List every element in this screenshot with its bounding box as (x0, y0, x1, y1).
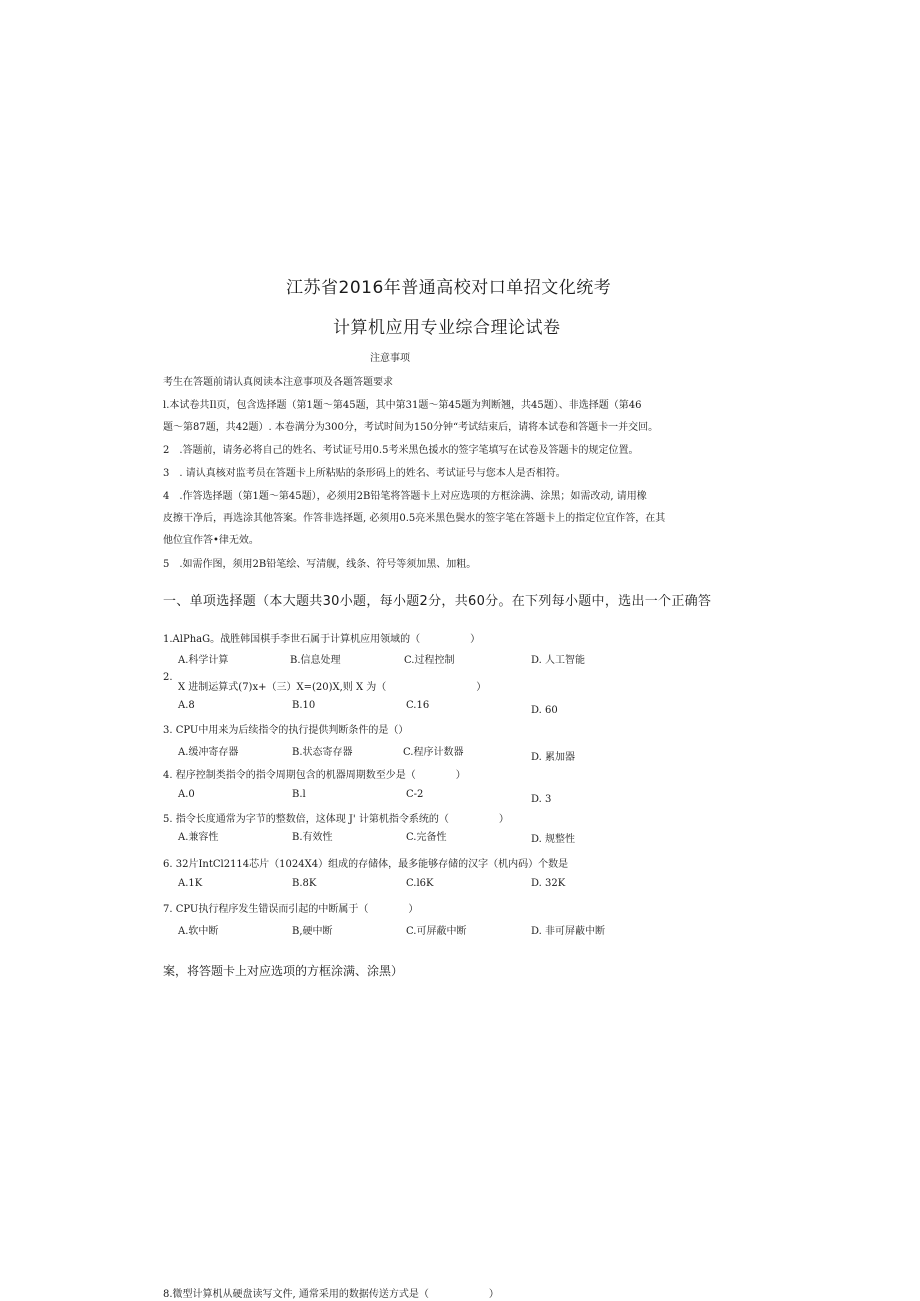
option-a: A.兼容性 (178, 832, 219, 843)
notice-line: 3 . 请认真核对监考员在答题卡上所粘贴的条形码上的姓名、考试证号与您本人是否相符。 (163, 468, 566, 479)
question-stem: X 进制运算式(7)x+（三）X=(20)X,则 X 为（ ） (178, 682, 487, 693)
notice-line: 4 .作答选择题（第1题～第45题），必须用2B铅笔将答题卡上对应选项的方框涂满、涂黑；如需改动, 请用橡 (163, 491, 647, 502)
option-b: B.l (292, 789, 306, 800)
option-b: B.8K (292, 878, 317, 889)
notice-line: 题～第87题，共42题）. 本卷满分为300分，考试时间为150分钟“考试结束后，请将本试卷和答题卡一并交回。 (163, 422, 659, 433)
option-d: D. 32K (531, 878, 566, 889)
notice-heading: 注意事项 (370, 353, 410, 364)
notice-line: 他位宜作答•律无效。 (163, 535, 259, 546)
option-d: D. 累加器 (531, 752, 576, 763)
question-stem: 3. CPU中用来为后续指令的执行提供判断条件的是（） (163, 725, 409, 736)
question-stem: 7. CPU执行程序发生错误而引起的中断属于（ ） (163, 904, 419, 915)
option-c: C.过程控制 (404, 655, 455, 666)
option-b: B,硬中断 (292, 926, 333, 937)
notice-line: 2 .答题前，请务必将自己的姓名、考试证号用0.5考米黑色援水的签字笔填写在试卷及答题卡的规定位置。 (163, 445, 639, 456)
section-heading-continued: 案，将答题卡上对应选项的方框涂满、涂黑） (163, 964, 404, 978)
option-c: C.16 (406, 700, 430, 711)
option-b: B.有效性 (292, 832, 333, 843)
option-d: D. 人工智能 (531, 655, 586, 666)
question-stem: 5. 指令长度通常为字节的整数倍，这体现 J' 计第机指令系统的（ ） (163, 814, 509, 825)
option-c: C.l6K (406, 878, 434, 889)
option-c: C.可屏蔽中断 (406, 926, 467, 937)
option-a: A.8 (178, 700, 195, 711)
option-a: A.0 (178, 789, 195, 800)
option-b: B.信息处理 (290, 655, 341, 666)
question-stem: 4. 程序控制类指令的指令周期包含的机器周期数至少是（ ） (163, 770, 466, 781)
notice-line: 5 .如需作图，须用2B铅笔绘、写清舰，线条、符号等须加黑、加粗。 (163, 559, 477, 570)
option-a: A.科学计算 (178, 655, 229, 666)
option-a: A.软中断 (178, 926, 219, 937)
option-d: D. 非可屏蔽中断 (531, 926, 606, 937)
option-d: D. 规整性 (531, 834, 576, 845)
question-stem: 8.微型计算机从硬盘读写文件, 通常采用的数据传送方式是（ ） (163, 1289, 499, 1300)
option-d: D. 3 (531, 794, 552, 805)
option-b: B.状态寄存器 (292, 747, 353, 758)
exam-subtitle: 计算机应用专业综合理论试卷 (333, 318, 561, 338)
option-a: A.1K (178, 878, 203, 889)
notice-line: l.本试卷共Il页，包含选择题（第1题～第45题，其中第31题～第45题为判断翘，共45题）、非选择题（第46 (163, 400, 642, 411)
option-c: C.程序计数器 (403, 747, 464, 758)
question-number: 2. (163, 672, 173, 683)
option-c: C-2 (406, 789, 424, 800)
option-b: B.10 (292, 700, 316, 711)
notice-intro: 考生在答题前请认真阅读本注意事项及各题答题要求 (163, 377, 393, 388)
question-stem: 1.AlPhaG。战胜韩国棋手李世石属于计算机应用领域的（ ） (163, 634, 481, 645)
section-heading: 一、单项选择题（本大题共30小题，每小题2分，共60分。在下列每小题中，选出一个正确答 (163, 594, 712, 609)
exam-title: 江苏省2016年普通高校对口单招文化统考 (286, 278, 612, 298)
option-c: C.完备性 (406, 832, 447, 843)
notice-line: 皮擦干净后，再选涂其他答案。作答非选择题, 必须用0.5亮米黑色鬓水的签字笔在答题卡上的指定位宜作答，在其 (163, 513, 666, 524)
option-d: D. 60 (531, 705, 558, 716)
question-stem: 6. 32片IntCl2114芯片（1024X4）组成的存储体，最多能够存储的汉字（机内码）个数是 (163, 859, 569, 870)
option-a: A.缓冲寄存器 (178, 747, 239, 758)
